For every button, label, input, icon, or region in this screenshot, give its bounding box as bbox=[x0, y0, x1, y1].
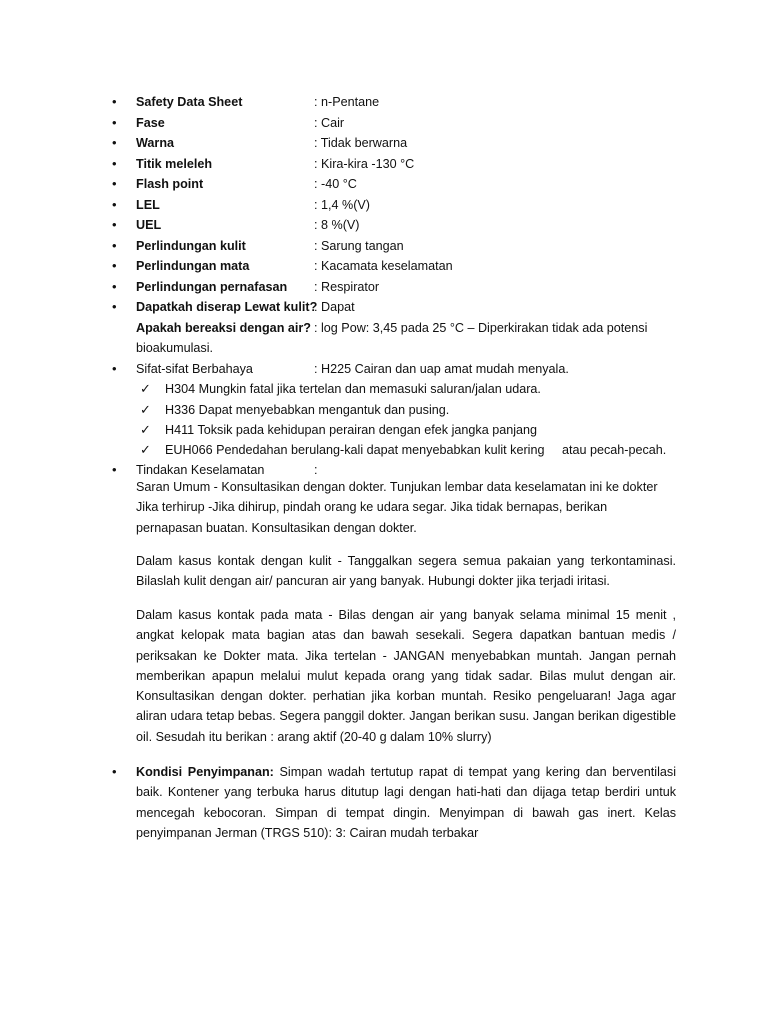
property-row bbox=[0, 113, 768, 133]
bullet-icon: • bbox=[112, 299, 117, 314]
hazard-item-text: EUH066 Pendedahan berulang-kali dapat menyebabkan kulit kering atau pecah-pecah. bbox=[165, 443, 667, 457]
property-label: Perlindungan pernafasan bbox=[136, 279, 288, 294]
property-value: : -40 °C bbox=[314, 177, 357, 191]
property-label: Fase bbox=[136, 115, 165, 130]
property-row bbox=[0, 215, 768, 235]
property-value: : Tidak berwarna bbox=[314, 136, 408, 150]
storage-paragraph bbox=[136, 762, 676, 843]
bullet-icon: • bbox=[112, 114, 117, 130]
hazard-label: Sifat-sifat Berbahaya bbox=[136, 361, 253, 376]
bullet-icon: • bbox=[112, 462, 117, 477]
safety-skin-paragraph: Dalam kasus kontak dengan kulit - Tanggalkan segera semua pakaian yang terkontaminasi. Bilaslah kulit dengan air/ pancuran air yang banyak. Hubungi dokter jika terjadi iritasi. bbox=[136, 554, 676, 589]
property-value: : Respirator bbox=[314, 279, 380, 294]
bullet-icon: • bbox=[112, 237, 117, 253]
checkmark-icon: ✓ bbox=[140, 381, 151, 396]
property-value: : Kira-kira -130 °C bbox=[314, 156, 415, 171]
hazard-item-text: H304 Mungkin fatal jika tertelan dan memasuki saluran/jalan udara. bbox=[165, 382, 541, 396]
property-label: Titik meleleh bbox=[136, 156, 213, 171]
property-label: Warna bbox=[136, 136, 175, 150]
property-label: Perlindungan mata bbox=[136, 259, 250, 273]
property-row bbox=[0, 236, 768, 256]
bullet-icon: • bbox=[112, 764, 117, 779]
property-label: Perlindungan kulit bbox=[136, 238, 246, 253]
property-value: : Kacamata keselamatan bbox=[314, 259, 453, 273]
checkmark-icon: ✓ bbox=[140, 401, 151, 417]
property-value: : 8 %(V) bbox=[314, 218, 360, 232]
checkmark-icon: ✓ bbox=[140, 422, 151, 437]
property-row bbox=[0, 256, 768, 276]
reaction-continuation: bioakumulasi. bbox=[136, 341, 214, 355]
hazard-item bbox=[0, 440, 768, 460]
bullet-icon: • bbox=[112, 278, 117, 294]
property-value: : Dapat bbox=[314, 300, 355, 314]
property-value: : Cair bbox=[314, 115, 345, 130]
hazard-item-text: H411 Toksik pada kehidupan perairan dengan efek jangka panjang bbox=[165, 423, 538, 437]
storage-text: Simpan wadah tertutup rapat di tempat yang kering dan berventilasi baik. Kontener yang terbuka harus ditutup lagi dengan hati-hati dan dijaga tetap berdiri untuk mencegah kebocoran. Simpan di tempat dingin. Menyimpan di bawah gas inert. Kelas penyimpanan Jerman (TRGS 510): 3: Cairan mudah terbakar bbox=[136, 765, 676, 840]
property-row bbox=[0, 174, 768, 194]
property-row bbox=[0, 297, 768, 317]
reaction-continuation-row bbox=[0, 338, 768, 358]
property-label: Safety Data Sheet bbox=[136, 95, 243, 109]
safety-general-paragraph: Saran Umum - Konsultasikan dengan dokter. Tunjukan lembar data keselamatan ini ke dokter Jika terhirup -Jika dihirup, pindah orang ke udara segar. Jika tidak bernapas, berikan pernapasan buatan. Konsultasikan dengan dokter. bbox=[136, 480, 658, 535]
hazard-value: : H225 Cairan dan uap amat mudah menyala. bbox=[314, 361, 569, 376]
safety-label: Tindakan Keselamatan bbox=[136, 463, 265, 477]
bullet-icon: • bbox=[112, 176, 117, 191]
property-value: : n-Pentane bbox=[314, 95, 380, 109]
bullet-icon: • bbox=[112, 94, 117, 109]
storage-label: Kondisi Penyimpanan: bbox=[136, 765, 274, 779]
bullet-icon: • bbox=[112, 258, 117, 273]
bullet-icon: • bbox=[112, 196, 117, 212]
hazard-item-text: H336 Dapat menyebabkan mengantuk dan pusing. bbox=[165, 402, 450, 417]
property-label: LEL bbox=[136, 197, 160, 212]
hazard-item bbox=[0, 379, 768, 399]
safety-eye-paragraph: Dalam kasus kontak pada mata - Bilas dengan air yang banyak selama minimal 15 menit , angkat kelopak mata bagian atas dan bawah sesekali. Segera dapatkan bantuan medis / periksakan ke Dokter mata. Jika tertelan - JANGAN menyebabkan muntah. Jangan pernah memberikan apapun melalui mulut kepada orang yang tidak sadar. Bilas mulut dengan air. Konsultasikan dengan dokter. perhatian jika korban muntah. Resiko pengeluaran! Jaga agar aliran udara tetap bebas. Segera panggil dokter. Jangan berikan susu. Jangan berikan digestible oil. Sesudah itu berikan : arang aktif (20-40 g dalam 10% slurry) bbox=[136, 608, 676, 744]
hazard-row bbox=[0, 359, 768, 379]
checkmark-icon: ✓ bbox=[140, 442, 151, 457]
property-row bbox=[0, 92, 768, 112]
property-label: Dapatkah diserap Lewat kulit? bbox=[136, 300, 318, 314]
bullet-icon: • bbox=[112, 360, 117, 376]
reaction-value: : log Pow: 3,45 pada 25 °C – Diperkirakan tidak ada potensi bbox=[314, 320, 648, 335]
property-row bbox=[0, 195, 768, 215]
property-value: : Sarung tangan bbox=[314, 238, 404, 253]
property-label: Flash point bbox=[136, 177, 204, 191]
hazard-item bbox=[0, 420, 768, 440]
reaction-label: Apakah bereaksi dengan air? bbox=[136, 320, 311, 335]
property-row bbox=[0, 154, 768, 174]
bullet-icon: • bbox=[112, 217, 117, 232]
bullet-icon: • bbox=[112, 135, 117, 150]
property-row bbox=[0, 277, 768, 297]
property-row bbox=[0, 133, 768, 153]
bullet-icon: • bbox=[112, 155, 117, 171]
reaction-row bbox=[0, 318, 768, 338]
hazard-item bbox=[0, 400, 768, 420]
property-value: : 1,4 %(V) bbox=[314, 197, 370, 212]
safety-colon: : bbox=[314, 463, 318, 477]
property-label: UEL bbox=[136, 218, 162, 232]
